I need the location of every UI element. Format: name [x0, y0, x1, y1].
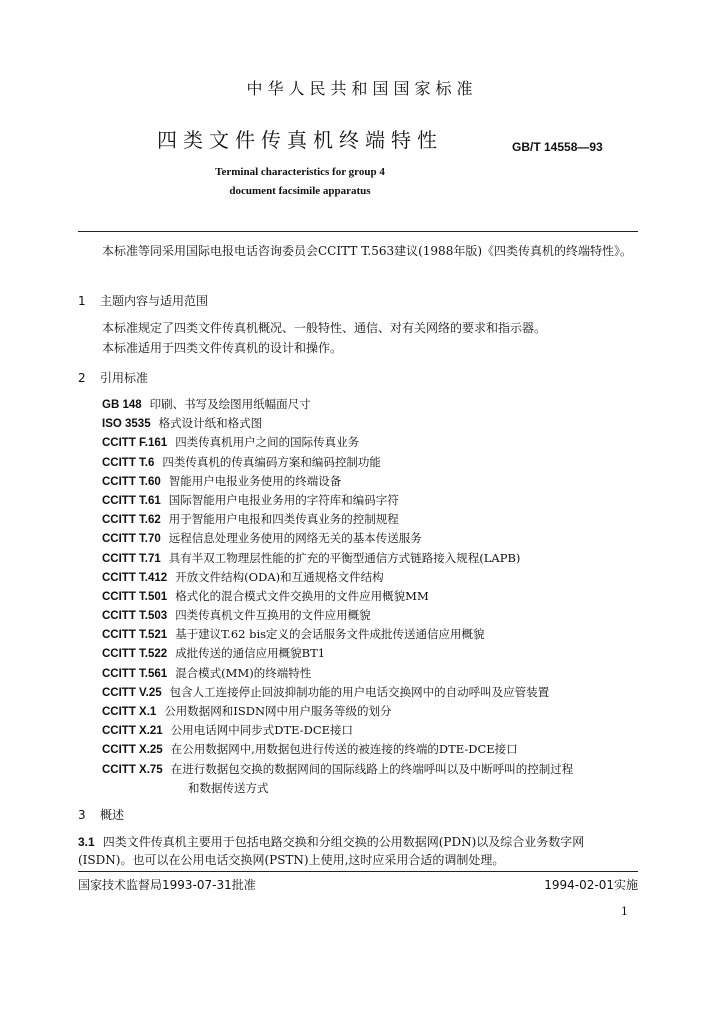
ref-text: 四类传真机文件互换用的文件应用概貌 — [175, 608, 371, 623]
section-1-heading — [78, 292, 208, 309]
ref-text: 格式设计纸和格式图 — [158, 416, 263, 431]
ref-code: CCITT X.25 — [102, 744, 163, 757]
ref-text: 混合模式(MM)的终端特性 — [175, 665, 312, 680]
list-item — [102, 549, 642, 568]
list-item — [102, 606, 642, 625]
effective-date: 1994-02-01实施 — [544, 878, 638, 892]
english-title-line1: Terminal characteristics for group 4 — [215, 166, 385, 178]
ref-code: CCITT V.25 — [102, 686, 162, 699]
ref-code: CCITT T.522 — [102, 648, 168, 661]
ref-text: 四类传真机的传真编码方案和编码控制功能 — [162, 454, 381, 469]
section-2-title: 引用标准 — [100, 371, 149, 385]
ref-code: CCITT T.521 — [102, 629, 168, 642]
ref-code: CCITT T.503 — [102, 610, 168, 623]
list-item — [102, 510, 642, 529]
ref-code: CCITT T.501 — [102, 590, 168, 603]
ref-text: 用于智能用户电报和四类传真业务的控制规程 — [168, 512, 399, 527]
approval-date: 国家技术监督局1993-07-31批准 — [78, 878, 256, 892]
list-item — [102, 587, 642, 606]
ref-text: 印刷、书写及绘图用纸幅面尺寸 — [149, 397, 311, 411]
list-item — [102, 683, 642, 702]
header-divider — [78, 231, 638, 232]
list-item — [102, 760, 642, 779]
ref-text: 具有半双工物理层性能的扩充的平衡型通信方式链路接入规程(LAPB) — [168, 550, 521, 565]
ref-code: CCITT T.412 — [102, 571, 168, 584]
ref-text: 国际智能用户电报业务用的字符库和编码字符 — [168, 492, 399, 507]
section-1-line1: 本标准规定了四类文件传真机概况、一般特性、通信、对有关网络的要求和指示器。 — [102, 321, 547, 335]
ref-continuation: 和数据传送方式 — [188, 780, 269, 795]
list-item — [102, 664, 642, 683]
ref-code: GB 148 — [102, 399, 142, 411]
list-item — [102, 529, 642, 548]
ref-text: 远程信息处理业务使用的网络无关的基本传送服务 — [168, 531, 422, 546]
ref-code: CCITT T.61 — [102, 494, 161, 507]
ref-code: CCITT X.1 — [102, 706, 157, 718]
footer-divider — [78, 871, 638, 872]
ref-text: 在进行数据包交换的数据网间的国际线路上的终端呼叫以及中断呼叫的控制过程 — [170, 761, 574, 776]
ref-code: CCITT T.70 — [102, 533, 161, 546]
ref-code: CCITT T.62 — [102, 514, 161, 527]
intro-paragraph: 本标准等同采用国际电报电话咨询委员会CCITT T.563建议(1988年版)《四类传真机的终端特性》。 — [102, 244, 633, 258]
section-3-number: 3 — [78, 808, 86, 822]
standard-number: GB/T 14558—93 — [512, 140, 603, 154]
ref-code: CCITT F.161 — [102, 437, 168, 450]
ref-code: CCITT T.71 — [102, 552, 161, 565]
ref-text: 包含人工连接停止回波抑制功能的用户电话交换网中的自动呼叫及应管装置 — [169, 684, 550, 699]
ref-code: CCITT T.6 — [102, 456, 155, 469]
list-item — [102, 568, 642, 587]
ref-text: 格式化的混合模式文件交换用的文件应用概貌MM — [175, 588, 429, 603]
ref-text: 公用数据网和ISDN网中用户服务等级的划分 — [164, 704, 392, 718]
list-item — [102, 721, 642, 740]
list-item — [102, 625, 642, 644]
ref-text: 成批传送的通信应用概貌BT1 — [175, 646, 326, 661]
section-3-1-number: 3.1 — [78, 835, 95, 849]
document-title: 四类文件传真机终端特性 — [157, 128, 443, 152]
section-3-heading — [78, 806, 124, 823]
list-item — [102, 644, 642, 663]
ref-code: CCITT T.60 — [102, 475, 161, 488]
ref-text: 在公用数据网中,用数据包进行传送的被连接的终端的DTE-DCE接口 — [170, 742, 518, 757]
ref-code: CCITT T.561 — [102, 667, 168, 680]
ref-text: 公用电话网中同步式DTE-DCE接口 — [170, 723, 354, 738]
national-standard-heading: 中华人民共和国国家标准 — [246, 79, 478, 98]
ref-text: 开放文件结构(ODA)和互通规格文件结构 — [175, 569, 384, 584]
ref-text: 智能用户电报业务使用的终端设备 — [168, 473, 342, 488]
list-item — [102, 453, 642, 472]
ref-code: CCITT X.75 — [102, 763, 163, 776]
list-item — [102, 395, 642, 414]
section-1-title: 主题内容与适用范围 — [100, 294, 209, 308]
ref-text: 四类传真机用户之间的国际传真业务 — [175, 435, 360, 450]
ref-code: CCITT X.21 — [102, 725, 163, 738]
section-1-line2: 本标准适用于四类文件传真机的设计和操作。 — [102, 341, 343, 355]
list-item — [102, 414, 642, 433]
list-item — [102, 433, 642, 452]
section-3-1-paragraph — [78, 833, 638, 869]
english-title-line2: document facsimile apparatus — [229, 185, 371, 197]
section-1-number: 1 — [78, 294, 86, 308]
list-item — [102, 702, 642, 721]
reference-list — [102, 395, 642, 798]
ref-text: 基于建议T.62 bis定义的会话服务文件成批传送通信应用概貌 — [175, 627, 485, 642]
ref-code: ISO 3535 — [102, 418, 151, 431]
list-item — [102, 472, 642, 491]
list-item — [102, 491, 642, 510]
list-item — [102, 740, 642, 759]
section-2-number: 2 — [78, 371, 86, 385]
section-2-heading — [78, 369, 148, 386]
section-3-1-text: 四类文件传真机主要用于包括电路交换和分组交换的公用数据网(PDN)以及综合业务数字网(ISDN)。也可以在公用电话交换网(PSTN)上使用,这时应采用合适的调制处理。 — [78, 835, 585, 867]
section-3-title: 概述 — [100, 808, 125, 822]
page-number: 1 — [621, 905, 628, 918]
